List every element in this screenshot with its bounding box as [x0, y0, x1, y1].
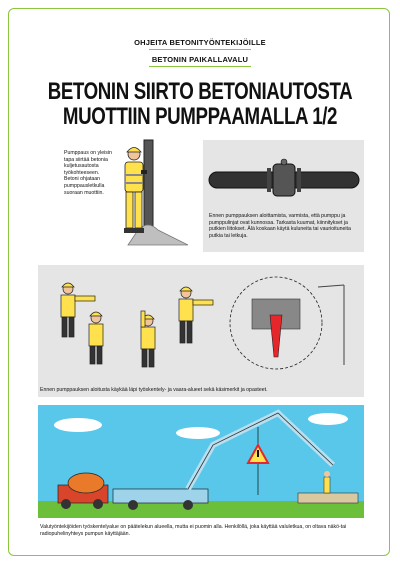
inspection-text: Ennen pumppauksen aloittamista, varmista, että pumppu ja pumppulinjat ovat kunnossa. Tarkasta kuumat, kiinnitykset ja putkien liitokset. Älä koskaan käytä kuluneita tai vaurioituneita putkia tai letkuja.	[209, 213, 351, 239]
concrete-pump-site-illustration	[38, 405, 364, 518]
intro-text: Pumppaus on yleisin tapa siirtää betonia kuljetusautosta työkohteeseen. Betoni ohjataan pumppausletkulla suoraan muottiin.	[64, 150, 112, 196]
page-title-line-2: MUOTTIIN PUMPPAAMALLA 1/2	[62, 103, 338, 130]
header-divider	[149, 49, 251, 50]
site-text: Valutyöntekijöiden työskentelyalue on päätelekun alueella, mutta ei puomin alla. Henkilöllä, joka käyttää valuletkua, on oltava näkö-tai radiopuhelinyhteys pumpun käyttäjään.	[40, 524, 347, 537]
header-divider	[149, 66, 251, 67]
hand-signals-illustration	[38, 265, 364, 385]
page-title-line-1: BETONIN SIIRTO BETONIAUTOSTA	[47, 78, 353, 105]
signals-text: Ennen pumppauksen aloitusta käykää läpi työskentely- ja vaara-alueet sekä käsimerkit ja opasteet.	[40, 387, 268, 393]
worker-with-hose-illustration	[108, 140, 203, 252]
pipe-coupling-illustration	[203, 140, 364, 210]
header-line-1: OHJEITA BETONITYÖNTEKIJÖILLE	[134, 38, 266, 47]
header-line-2: BETONIN PAIKALLAVALU	[151, 55, 249, 64]
